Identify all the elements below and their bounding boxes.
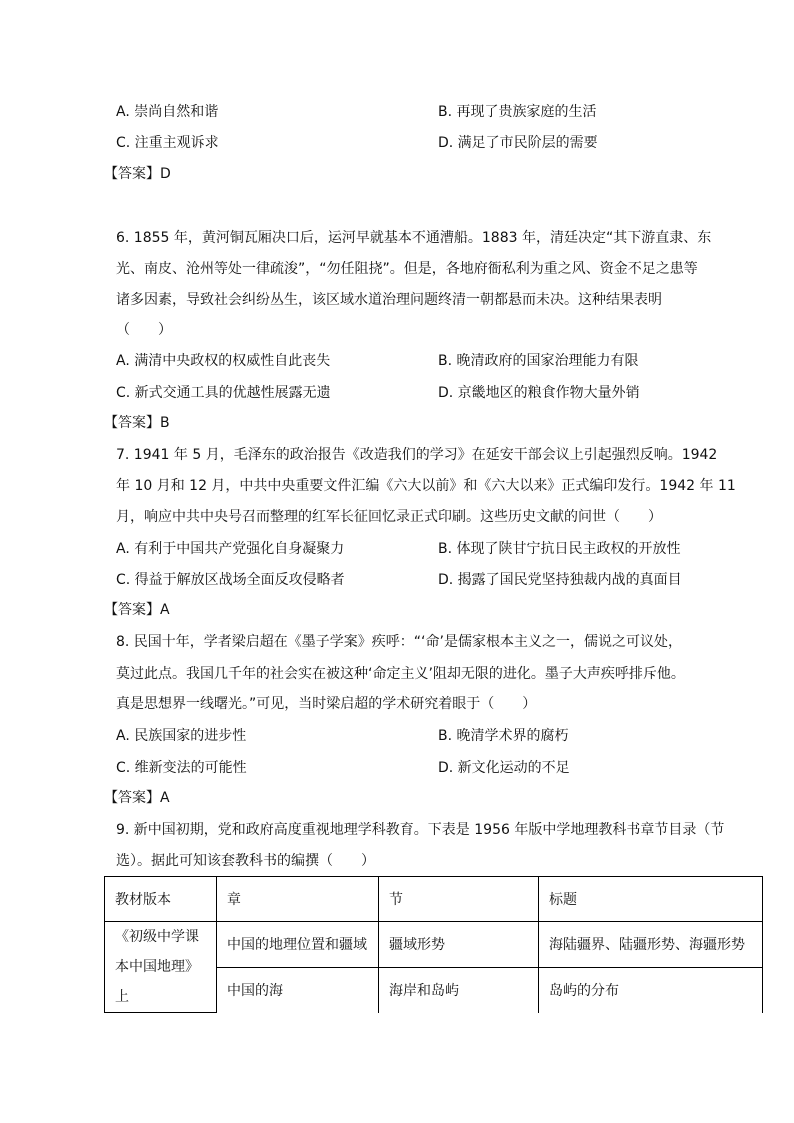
q5-option-d: D. 满足了市民阶层的需要 — [438, 135, 598, 151]
q7-stem-line-1: 7. 1941 年 5 月，毛泽东的政治报告《改造我们的学习》在延安干部会议上引起强烈反响。1942 — [116, 447, 718, 463]
table-cell: 海岸和岛屿 — [379, 967, 539, 1012]
q6-option-a: A. 满清中央政权的权威性自此丧失 — [116, 353, 331, 369]
table-header-cell: 章 — [217, 877, 379, 922]
q6-stem-line-3: 诸多因素，导致社会纠纷丛生，该区域水道治理问题终清一朝都悬而未决。这种结果表明 — [116, 292, 662, 308]
table-version-cell — [105, 922, 217, 1013]
table-cell: 疆域形势 — [379, 922, 539, 968]
q8-option-d: D. 新文化运动的不足 — [438, 760, 570, 776]
q6-option-c: C. 新式交通工具的优越性展露无遗 — [116, 385, 331, 401]
q7-option-c: C. 得益于解放区战场全面反攻侵略者 — [116, 572, 345, 588]
table-header-cell: 节 — [379, 877, 539, 922]
table-row — [105, 922, 763, 968]
q8-answer: 【答案】A — [104, 790, 170, 806]
version-line: 本中国地理》上 — [115, 959, 199, 1005]
q6-stem-line-2: 光、南皮、沧州等处一律疏浚”，“勿任阻挠”。但是，各地府衙私利为重之风、资金不足之患等 — [116, 261, 698, 277]
q8-stem-line-2: 莫过此点。我国几千年的社会实在被这种‘命定主义’阻却无限的进化。墨子大声疾呼排斥他。 — [116, 666, 685, 682]
q8-stem-line-1: 8. 民国十年，学者梁启超在《墨子学案》疾呼：“‘命’是儒家根本主义之一，儒说之可议处， — [116, 634, 682, 650]
q6-answer: 【答案】B — [104, 415, 170, 431]
q6-option-b: B. 晚清政府的国家治理能力有限 — [438, 353, 639, 369]
q7-option-a: A. 有利于中国共产党强化自身凝聚力 — [116, 541, 345, 557]
q6-stem-line-4: （ ） — [116, 322, 172, 338]
table-cell: 岛屿的分布 — [539, 967, 763, 1012]
q6-stem-line-1: 6. 1855 年，黄河铜瓦厢决口后，运河早就基本不通漕船。1883 年，清廷决定“其下游直隶、东 — [116, 230, 712, 246]
q9-stem-line-2: 选）。据此可知该套教科书的编撰（ ） — [116, 853, 375, 869]
table-header-cell: 教材版本 — [105, 877, 217, 922]
table-cell: 中国的地理位置和疆域 — [217, 922, 379, 968]
q5-option-c: C. 注重主观诉求 — [116, 135, 219, 151]
q9-stem-line-1: 9. 新中国初期，党和政府高度重视地理学科教育。下表是 1956 年版中学地理教科书章节目录（节 — [116, 822, 725, 838]
version-line: 《初级中学课 — [115, 929, 199, 945]
q5-option-a: A. 崇尚自然和谐 — [116, 104, 219, 120]
q7-stem-line-3: 月，响应中共中央号召而整理的红军长征回忆录正式印刷。这些历史文献的问世（ ） — [116, 509, 662, 525]
q8-option-a: A. 民族国家的进步性 — [116, 728, 247, 744]
q8-option-c: C. 维新变法的可能性 — [116, 760, 247, 776]
q5-option-b: B. 再现了贵族家庭的生活 — [438, 104, 597, 120]
q9-table — [104, 876, 763, 1013]
q7-stem-line-2: 年 10 月和 12 月，中共中央重要文件汇编《六大以前》和《六大以来》正式编印发行。1942 年 11 — [116, 478, 736, 494]
table-header-row — [105, 877, 763, 922]
q7-option-d: D. 揭露了国民党坚持独裁内战的真面目 — [438, 572, 682, 588]
q7-answer: 【答案】A — [104, 602, 170, 618]
table-header-cell: 标题 — [539, 877, 763, 922]
q8-stem-line-3: 真是思想界一线曙光。”可见，当时梁启超的学术研究着眼于（ ） — [116, 696, 537, 712]
q6-option-d: D. 京畿地区的粮食作物大量外销 — [438, 385, 640, 401]
q5-answer: 【答案】D — [104, 166, 171, 182]
q7-option-b: B. 体现了陕甘宁抗日民主政权的开放性 — [438, 541, 681, 557]
q8-option-b: B. 晚清学术界的腐朽 — [438, 728, 569, 744]
table-cell: 中国的海 — [217, 967, 379, 1012]
table-cell: 海陆疆界、陆疆形势、海疆形势 — [539, 922, 763, 968]
